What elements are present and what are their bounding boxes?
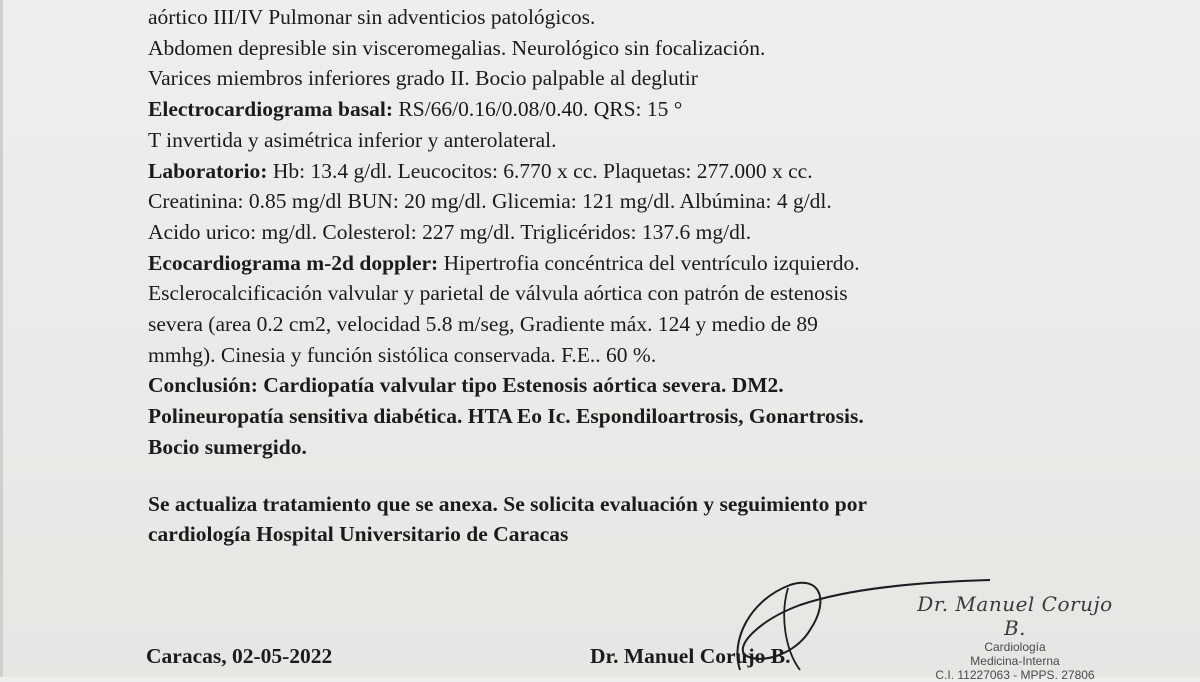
request-line: cardiología Hospital Universitario de Caracas	[148, 522, 569, 547]
text-line: Varices miembros inferiores grado II. Bocio palpable al deglutir	[148, 66, 698, 91]
spacer	[148, 463, 1088, 489]
document-body	[148, 2, 1088, 550]
section-label: Ecocardiograma m-2d doppler:	[148, 250, 439, 275]
text-line: T invertida y asimétrica inferior y anterolateral.	[148, 127, 557, 152]
conclusion-line: Polineuropatía sensitiva diabética. HTA Eo Ic. Espondiloartrosis, Gonartrosis.	[148, 404, 864, 429]
place-date: Caracas, 02-05-2022	[146, 644, 333, 668]
conclusion-line: Conclusión: Cardiopatía valvular tipo Estenosis aórtica severa. DM2.	[148, 373, 784, 398]
request-line: Se actualiza tratamiento que se anexa. Se solicita evaluación y seguimiento por	[148, 491, 867, 516]
text-line: Esclerocalcificación valvular y parietal de válvula aórtica con patrón de estenosis	[148, 281, 848, 306]
text-line: severa (area 0.2 cm2, velocidad 5.8 m/seg, Gradiente máx. 124 y medio de 89	[148, 312, 818, 337]
stamp-name: Dr. Manuel Corujo B.	[917, 592, 1113, 640]
doctor-name: Dr. Manuel Corujo B.	[590, 644, 791, 668]
section-label: Electrocardiograma basal:	[148, 97, 394, 122]
section-label: Laboratorio:	[148, 158, 268, 183]
echo-line: Ecocardiograma m-2d doppler: Hipertrofia concéntrica del ventrículo izquierdo.	[148, 250, 860, 275]
page-edge	[0, 0, 3, 677]
text-line: Creatinina: 0.85 mg/dl BUN: 20 mg/dl. Glicemia: 121 mg/dl. Albúmina: 4 g/dl.	[148, 189, 832, 214]
conclusion-line: Bocio sumergido.	[148, 434, 307, 459]
lab-line: Laboratorio: Hb: 13.4 g/dl. Leucocitos: 6.770 x cc. Plaquetas: 277.000 x cc.	[148, 158, 813, 183]
ecg-line: Electrocardiograma basal: RS/66/0.16/0.08/0.40. QRS: 15 °	[148, 97, 683, 122]
stamp-specialty: Medicina-Interna	[970, 654, 1060, 668]
text-line: Acido urico: mg/dl. Colesterol: 227 mg/dl. Triglicéridos: 137.6 mg/dl.	[148, 219, 752, 244]
stamp-specialty: Cardiología	[984, 640, 1046, 654]
doctor-stamp	[905, 592, 1125, 682]
text-line: mmhg). Cinesia y función sistólica conservada. F.E.. 60 %.	[148, 342, 657, 367]
text-line: aórtico III/IV Pulmonar sin adventicios patológicos.	[148, 5, 596, 29]
stamp-ids: C.I. 11227063 - MPPS. 27806	[935, 668, 1095, 682]
text-line: Abdomen depresible sin visceromegalias. Neurológico sin focalización.	[148, 35, 766, 60]
